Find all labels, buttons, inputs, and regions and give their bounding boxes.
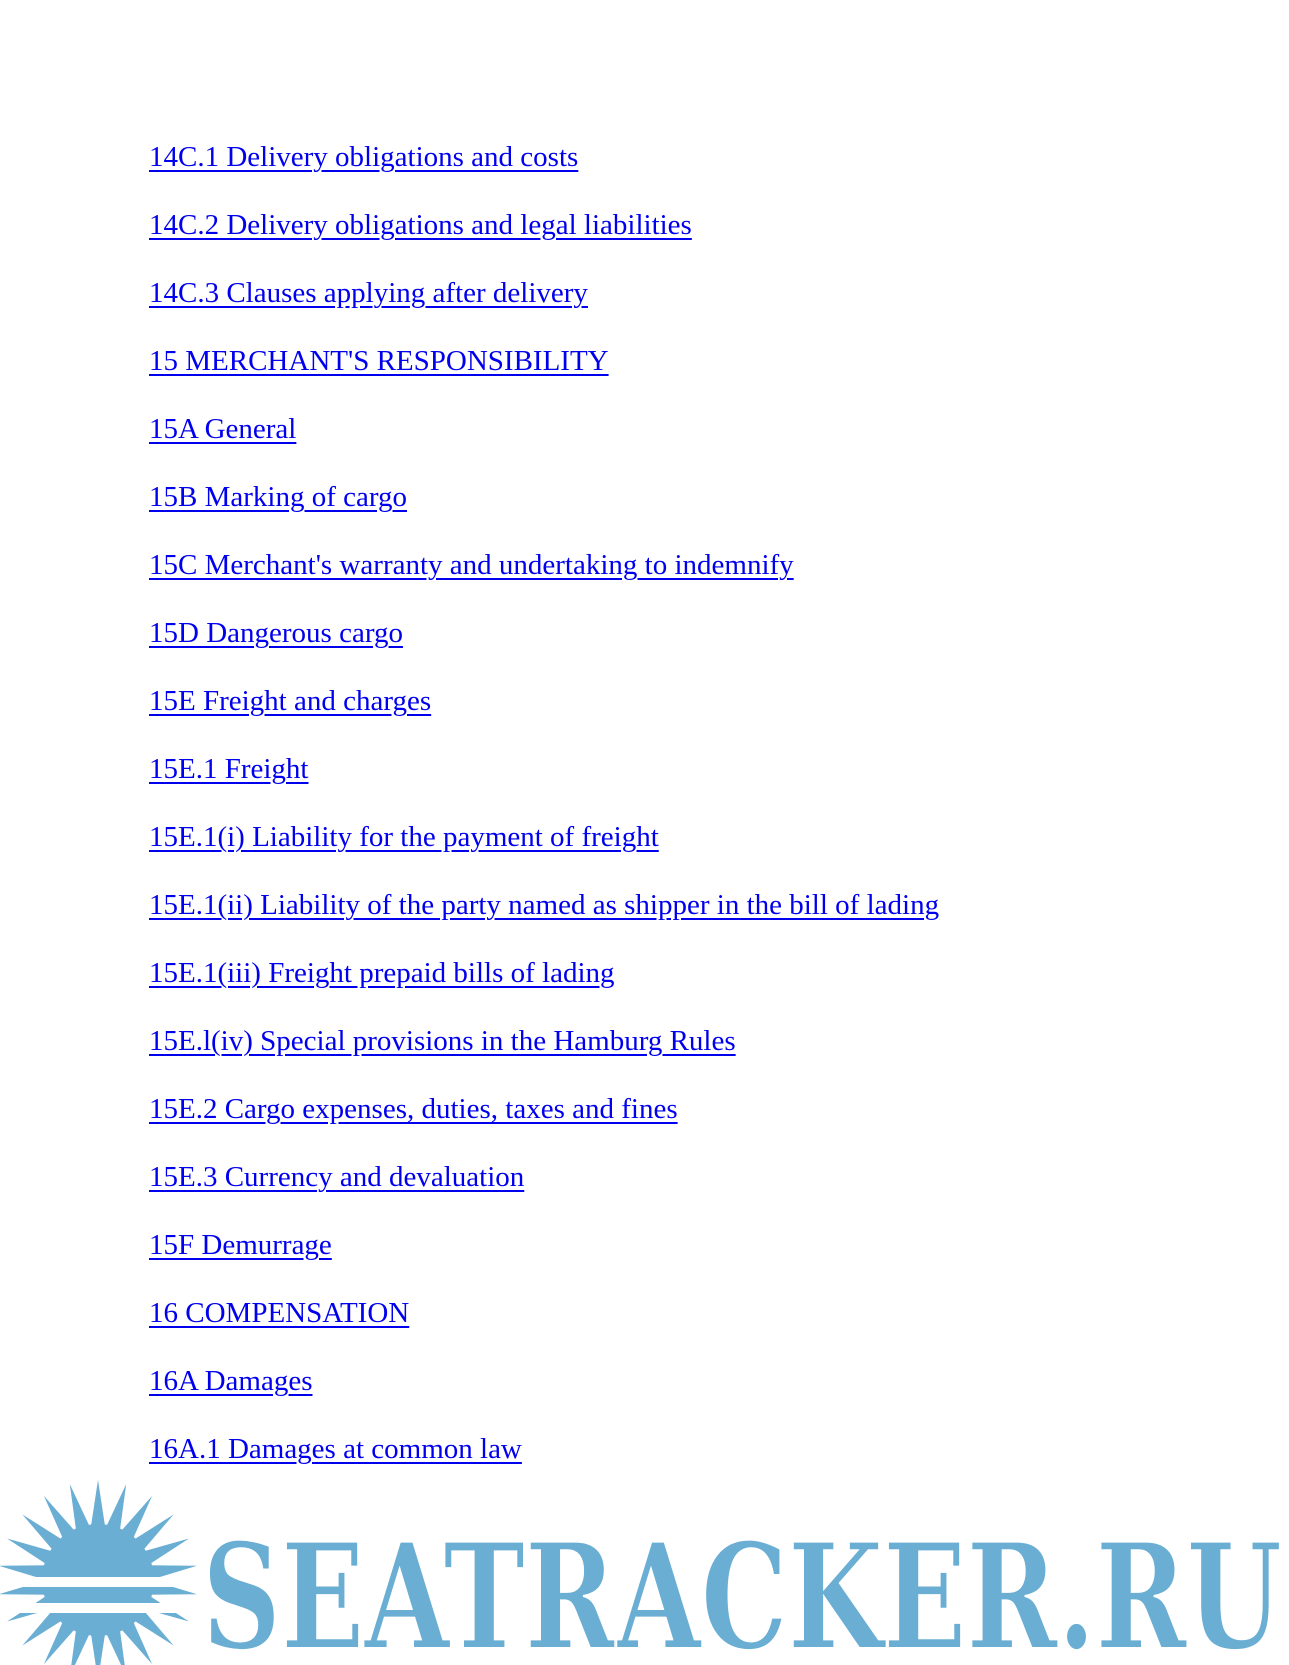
- toc-item: [149, 1228, 1249, 1296]
- toc-item: [149, 888, 1249, 956]
- toc-link[interactable]: 15E.1(ii) Liability of the party named as shipper in the bill of lading: [149, 889, 940, 921]
- toc-item: [149, 276, 1249, 344]
- toc-item: [149, 1364, 1249, 1432]
- toc-link[interactable]: 15E.l(iv) Special provisions in the Hamburg Rules: [149, 1025, 736, 1057]
- toc-link[interactable]: 15E.1 Freight: [149, 753, 309, 785]
- toc-item: [149, 208, 1249, 276]
- toc-item: [149, 1160, 1249, 1228]
- toc-link[interactable]: 15 MERCHANT'S RESPONSIBILITY: [149, 345, 609, 377]
- toc-link[interactable]: 15C Merchant's warranty and undertaking to indemnify: [149, 549, 794, 581]
- toc-item: [149, 616, 1249, 684]
- toc-item: [149, 752, 1249, 820]
- toc-link[interactable]: 15F Demurrage: [149, 1229, 332, 1261]
- toc-item: [149, 1092, 1249, 1160]
- toc-item: [149, 684, 1249, 752]
- toc-link[interactable]: 16 COMPENSATION: [149, 1297, 410, 1329]
- toc-link[interactable]: 15D Dangerous cargo: [149, 617, 403, 649]
- toc-item: [149, 412, 1249, 480]
- watermark-logo-text: SEATRACKER.RU: [202, 1512, 1282, 1665]
- toc-item: [149, 480, 1249, 548]
- sun-icon: [0, 1480, 200, 1665]
- toc-link[interactable]: 16A Damages: [149, 1365, 313, 1397]
- toc-link[interactable]: 15E.1(iii) Freight prepaid bills of lading: [149, 957, 615, 989]
- toc-link[interactable]: 15B Marking of cargo: [149, 481, 407, 513]
- toc-link[interactable]: 15E.2 Cargo expenses, duties, taxes and fines: [149, 1093, 678, 1125]
- toc-link[interactable]: 15A General: [149, 413, 297, 445]
- toc-item: [149, 956, 1249, 1024]
- toc-link[interactable]: 15E Freight and charges: [149, 685, 432, 717]
- toc-link[interactable]: 14C.1 Delivery obligations and costs: [149, 141, 579, 173]
- toc-item: [149, 344, 1249, 412]
- toc-item: [149, 140, 1249, 208]
- toc-link[interactable]: 16A.1 Damages at common law: [149, 1433, 522, 1465]
- toc-link[interactable]: 14C.2 Delivery obligations and legal liabilities: [149, 209, 692, 241]
- seatracker-watermark: [0, 1465, 1289, 1665]
- toc-item: [149, 548, 1249, 616]
- toc-link[interactable]: 15E.1(i) Liability for the payment of freight: [149, 821, 659, 853]
- toc-link[interactable]: 14C.3 Clauses applying after delivery: [149, 277, 588, 309]
- toc-link[interactable]: 15E.3 Currency and devaluation: [149, 1161, 525, 1193]
- table-of-contents: [149, 140, 1249, 1500]
- toc-item: [149, 820, 1249, 888]
- toc-item: [149, 1296, 1249, 1364]
- toc-item: [149, 1024, 1249, 1092]
